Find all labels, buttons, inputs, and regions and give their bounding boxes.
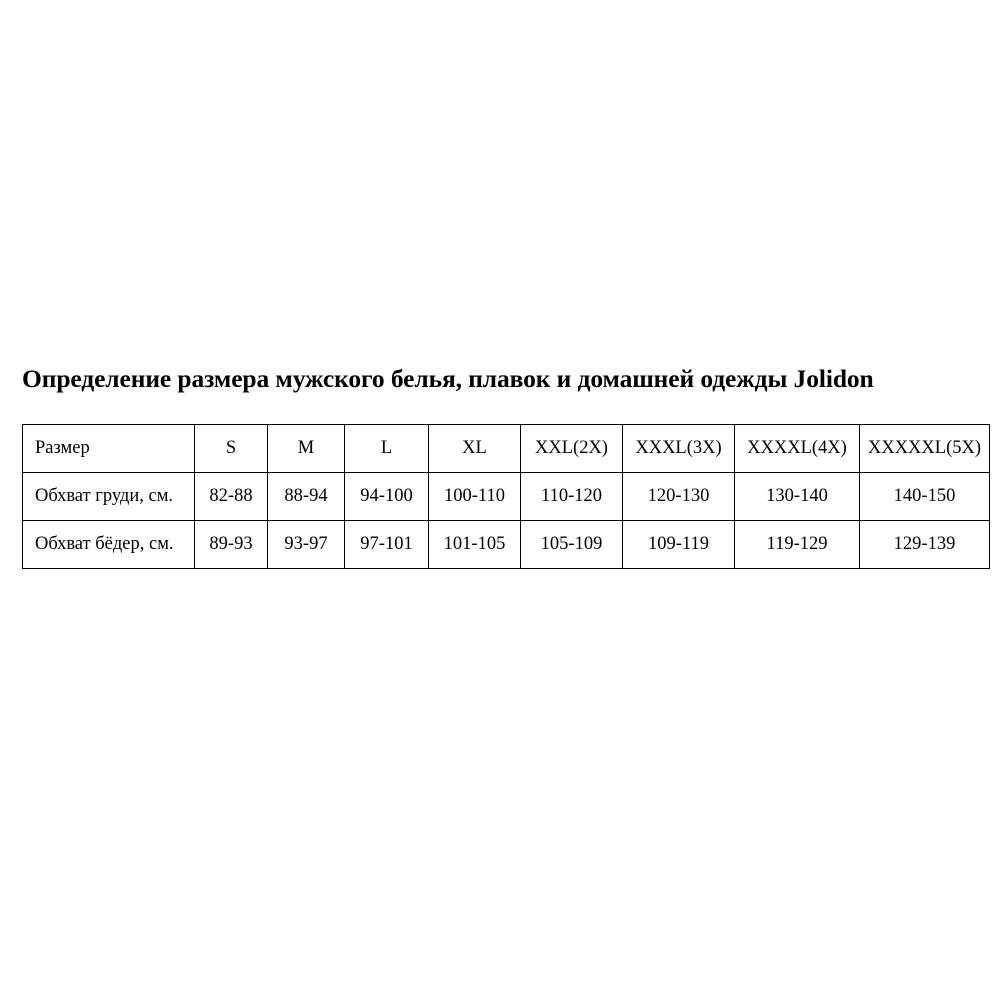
column-header-size: XXXXXL(5X) [860,425,990,473]
table-cell: 129-139 [860,521,990,569]
column-header-size: XL [429,425,521,473]
table-cell: 140-150 [860,473,990,521]
table-cell: 119-129 [735,521,860,569]
column-header-size: L [345,425,429,473]
table-cell: 120-130 [623,473,735,521]
page-title: Определение размера мужского белья, плавок и домашней одежды Jolidon [22,364,874,393]
table-cell: 93-97 [268,521,345,569]
table-cell: 105-109 [521,521,623,569]
table-cell: 130-140 [735,473,860,521]
column-header-size: XXXXL(4X) [735,425,860,473]
row-header-chest: Обхват груди, см. [23,473,195,521]
row-header-hips: Обхват бёдер, см. [23,521,195,569]
table-cell: 97-101 [345,521,429,569]
column-header-size: M [268,425,345,473]
table-header-row [23,425,990,473]
column-header-size: XXL(2X) [521,425,623,473]
table-cell: 94-100 [345,473,429,521]
table-cell: 101-105 [429,521,521,569]
table-cell: 109-119 [623,521,735,569]
table-row [23,521,990,569]
size-chart-table [22,424,990,569]
table-cell: 100-110 [429,473,521,521]
table-row [23,473,990,521]
table-cell: 110-120 [521,473,623,521]
column-header-size: S [195,425,268,473]
table-cell: 88-94 [268,473,345,521]
column-header-size: XXXL(3X) [623,425,735,473]
table-cell: 89-93 [195,521,268,569]
table-cell: 82-88 [195,473,268,521]
column-header-label: Размер [23,425,195,473]
